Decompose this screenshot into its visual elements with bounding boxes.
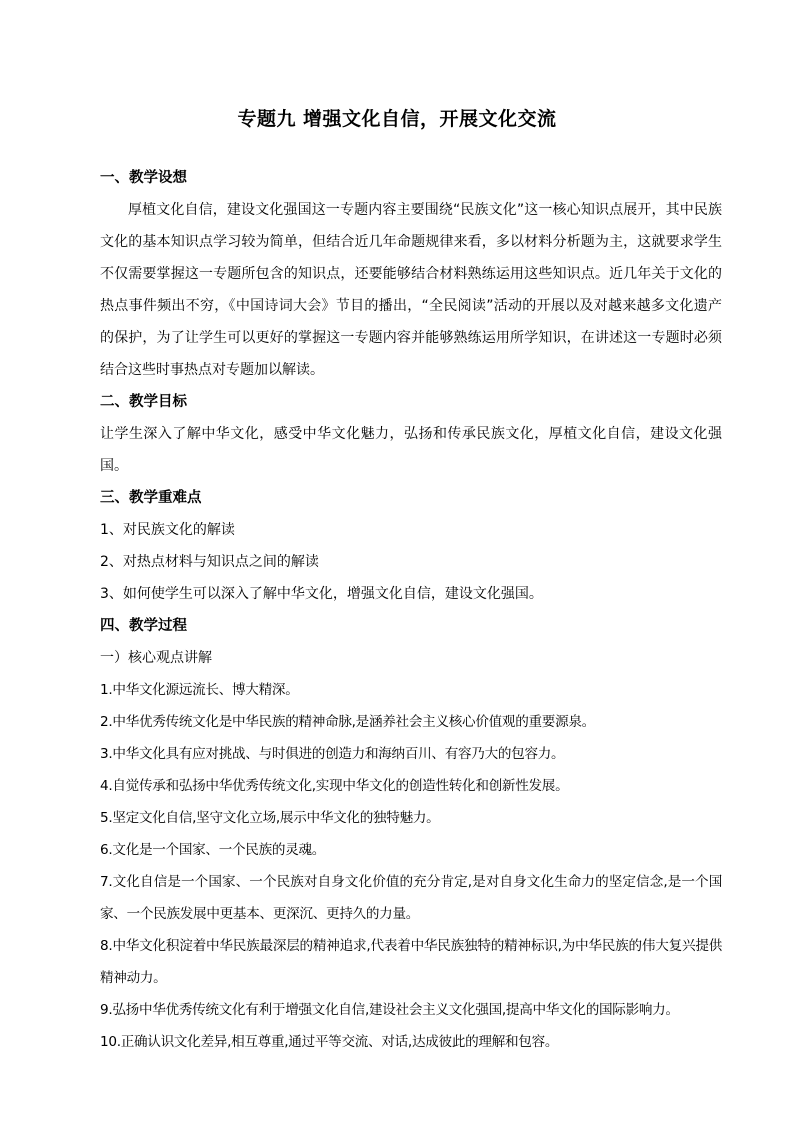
core-point-item: 9.弘扬中华优秀传统文化有利于增强文化自信,建设社会主义文化强国,提高中华文化的国际影响力。 [100,1002,679,1018]
core-point-item: 6.文化是一个国家、一个民族的灵魂。 [100,842,326,858]
section-paragraph-design: 厚植文化自信，建设文化强国这一专题内容主要围绕“民族文化”这一核心知识点展开，其中民族文化的基本知识点学习较为简单，但结合近几年命题规律来看，多以材料分析题为主，这就要求学生不仅需要掌握这一专题所包含的知识点，还要能够结合材料熟练运用这些知识点。近几年关于文化的热点事件频出不穷，《中国诗词大会》节目的播出，“全民阅读”活动的开展以及对越来越多文化遗产的保护，为了让学生可以更好的掌握这一专题内容并能够熟练运用所学知识，在讲述这一专题时必须结合这些时事热点对专题加以解读。 [100,202,722,378]
section-heading-key-points: 三、教学重难点 [100,490,202,506]
document-body [100,162,722,1058]
key-point-item: 2、对热点材料与知识点之间的解读 [100,554,319,570]
section-heading-process: 四、教学过程 [100,618,187,634]
subheading-core-views: 一）核心观点讲解 [100,650,212,666]
core-point-item: 7.文化自信是一个国家、一个民族对自身文化价值的充分肯定,是对自身文化生命力的坚定信念,是一个国家、一个民族发展中更基本、更深沉、更持久的力量。 [100,874,722,922]
section-paragraph-goals: 让学生深入了解中华文化，感受中华文化魅力，弘扬和传承民族文化，厚植文化自信，建设文化强国。 [100,426,722,474]
core-point-item: 1.中华文化源远流长、博大精深。 [100,682,299,698]
core-point-item: 4.自觉传承和弘扬中华优秀传统文化,实现中华文化的创造性转化和创新性发展。 [100,778,569,794]
core-point-item: 3.中华文化具有应对挑战、与时俱进的创造力和海纳百川、有容乃大的包容力。 [100,746,565,762]
document-title: 专题九 增强文化自信，开展文化交流 [237,108,557,130]
section-heading-goals: 二、教学目标 [100,394,187,410]
section-heading-design: 一、教学设想 [100,170,187,186]
key-point-item: 1、对民族文化的解读 [100,522,235,538]
core-point-item: 10.正确认识文化差异,相互尊重,通过平等交流、对话,达成彼此的理解和包容。 [100,1034,559,1050]
core-point-item: 5.坚定文化自信,坚守文化立场,展示中华文化的独特魅力。 [100,810,440,826]
core-point-item: 2.中华优秀传统文化是中华民族的精神命脉,是涵养社会主义核心价值观的重要源泉。 [100,714,595,730]
key-point-item: 3、如何使学生可以深入了解中华文化，增强文化自信，建设文化强国。 [100,586,543,602]
core-point-item: 8.中华文化积淀着中华民族最深层的精神追求,代表着中华民族独特的精神标识,为中华民族的伟大复兴提供精神动力。 [100,938,722,986]
